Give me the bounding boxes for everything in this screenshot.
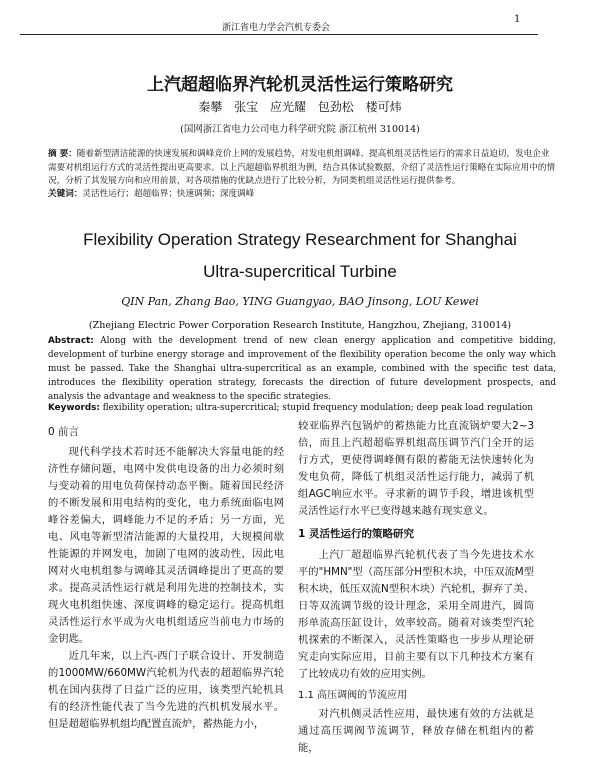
cn-authors: 秦攀 张宝 应光耀 包劲松 楼可炜 <box>198 100 402 114</box>
en-title-line1: Flexibility Operation Strategy Researchment for Shanghai <box>83 230 517 249</box>
left-paragraph-2: 近几年来，以上汽-西门子联合设计、开发制造的1000MW/660MW汽轮机为代表的超超临界汽轮机在国内获得了日益广泛的应用，该类型汽轮机具有的经济性能代表了当今先进的汽机机发展水平。但是超超临界机组均配置直流炉，蓄热能力小， <box>48 650 284 730</box>
section-1-title: 1 灵活性运行的策略研究 <box>298 528 414 540</box>
en-abstract-text: Along with the development trend of new clean energy application and competitive bidding, development of turbine energy storage and improvement of the flexibility operation become the only way which must be passed. Take the Shanghai ultra-supercritical as an example, combined with the specific test data, introduces the flexibility operation strategy, forecasts the direction of future development prospects, and analysis the advantage and weakness to the specific strategies. <box>48 336 557 402</box>
right-column <box>298 418 534 757</box>
cn-keywords <box>48 188 556 202</box>
header-rule <box>20 34 538 35</box>
right-paragraph-2: 上汽厂超超临界汽轮机代表了当今先进技术水平的"HMN"型（高压部分H型积木块，中压双流M型积木块，低压双流N型积木块）汽轮机，摒弃了美、日等双流调节级的设计理念，采用全周进汽，圆筒形单流高压缸设计，效率较高。随着对该类型汽轮机探索的不断深入，灵活性策略也一步步从理论研究走向实际应用，目前主要有以下几种技术方案有了比较成功有效的应用实例。 <box>298 549 534 680</box>
section-1-1-title: 1.1 高压调阀的节流应用 <box>298 690 408 701</box>
left-column <box>48 444 284 733</box>
cn-abstract-text: 随着新型清洁能源的快速发展和调峰竞价上网的发展趋势，对发电机组调峰、提高机组灵活性运行的需求日益迫切，发电企业需要对机组运行方式的灵活性提出更高要求。以上汽超超临界机组为例，结合具体试验数据，介绍了灵活性运行策略在实际应用中的情况，分析了其发展方向和应用前景，对各项措施的优缺点进行了比较分析，为同类机组灵活性运行提供参考。 <box>48 149 556 186</box>
cn-abstract-label: 摘 要： <box>48 149 77 159</box>
en-title-line2: Ultra-supercritical Turbine <box>203 262 397 281</box>
en-keywords <box>48 402 556 416</box>
en-authors: QIN Pan, Zhang Bao, YING Guangyao, BAO Jinsong, LOU Kewei <box>121 295 479 308</box>
cn-title: 上汽超超临界汽轮机灵活性运行策略研究 <box>147 75 453 95</box>
cn-abstract <box>48 148 556 189</box>
journal-name: 浙江省电力学会汽机专委会 <box>222 23 331 33</box>
en-abstract <box>48 334 556 404</box>
right-paragraph-1: 较亚临界汽包锅炉的蓄热能力比直流锅炉要大2~3倍，而且上汽超超临界机组高压调节汽门全开的运行方式，更使得调峰侧有限的蓄能无法快速转化为发电负荷，降低了机组灵活性运行能力，减弱了机组AGC响应水平。寻求新的调节手段，增进该机型灵活性运行水平已变得越来越有现实意义。 <box>298 420 534 517</box>
en-keywords-text: flexibility operation; ultra-supercritical; stupid frequency modulation; deep peak load regulation <box>102 403 534 413</box>
left-paragraph-1: 现代科学技术若时还不能解决大容量电能的经济性存储问题，电网中发供电设备的出力必须时刻与变动着的用电负荷保持动态平衡。随着国民经济的不断发展和用电结构的变化，电力系统面临电网峰谷差偏大，调峰能力不足的矛盾；另一方面，光电、风电等新型清洁能源的大量投用，大规模间歇性能源的并网发电，加剧了电网的波动性，因此电网对火电机组参与调峰其灵活调峰提出了更高的要求。提高灵活性运行就是利用先进的控制技术，实现火电机组快速、深度调峰的稳定运行。提高机组灵活性运行水平成为火电机组适应当前电力市场的金钥匙。 <box>48 446 284 645</box>
en-keywords-label: Keywords: <box>48 403 100 413</box>
right-paragraph-3: 对汽机侧灵活性应用，最快速有效的方法就是通过高压调阀节流调节，释放存储在机组内的蓄能， <box>298 708 534 754</box>
cn-keywords-label: 关键词： <box>48 189 83 199</box>
en-abstract-label: Abstract: <box>48 336 94 346</box>
section-0-title: 0 前言 <box>48 426 80 438</box>
cn-keywords-text: 灵活性运行；超超临界；快速调频；深度调峰 <box>82 189 255 199</box>
cn-affiliation: (国网浙江省电力公司电力科学研究院 浙江杭州 310014) <box>180 124 420 135</box>
page-number: 1 <box>514 14 521 25</box>
en-affiliation: (Zhejiang Electric Power Corporation Research Institute, Hangzhou, Zhejiang, 310014) <box>88 320 512 331</box>
